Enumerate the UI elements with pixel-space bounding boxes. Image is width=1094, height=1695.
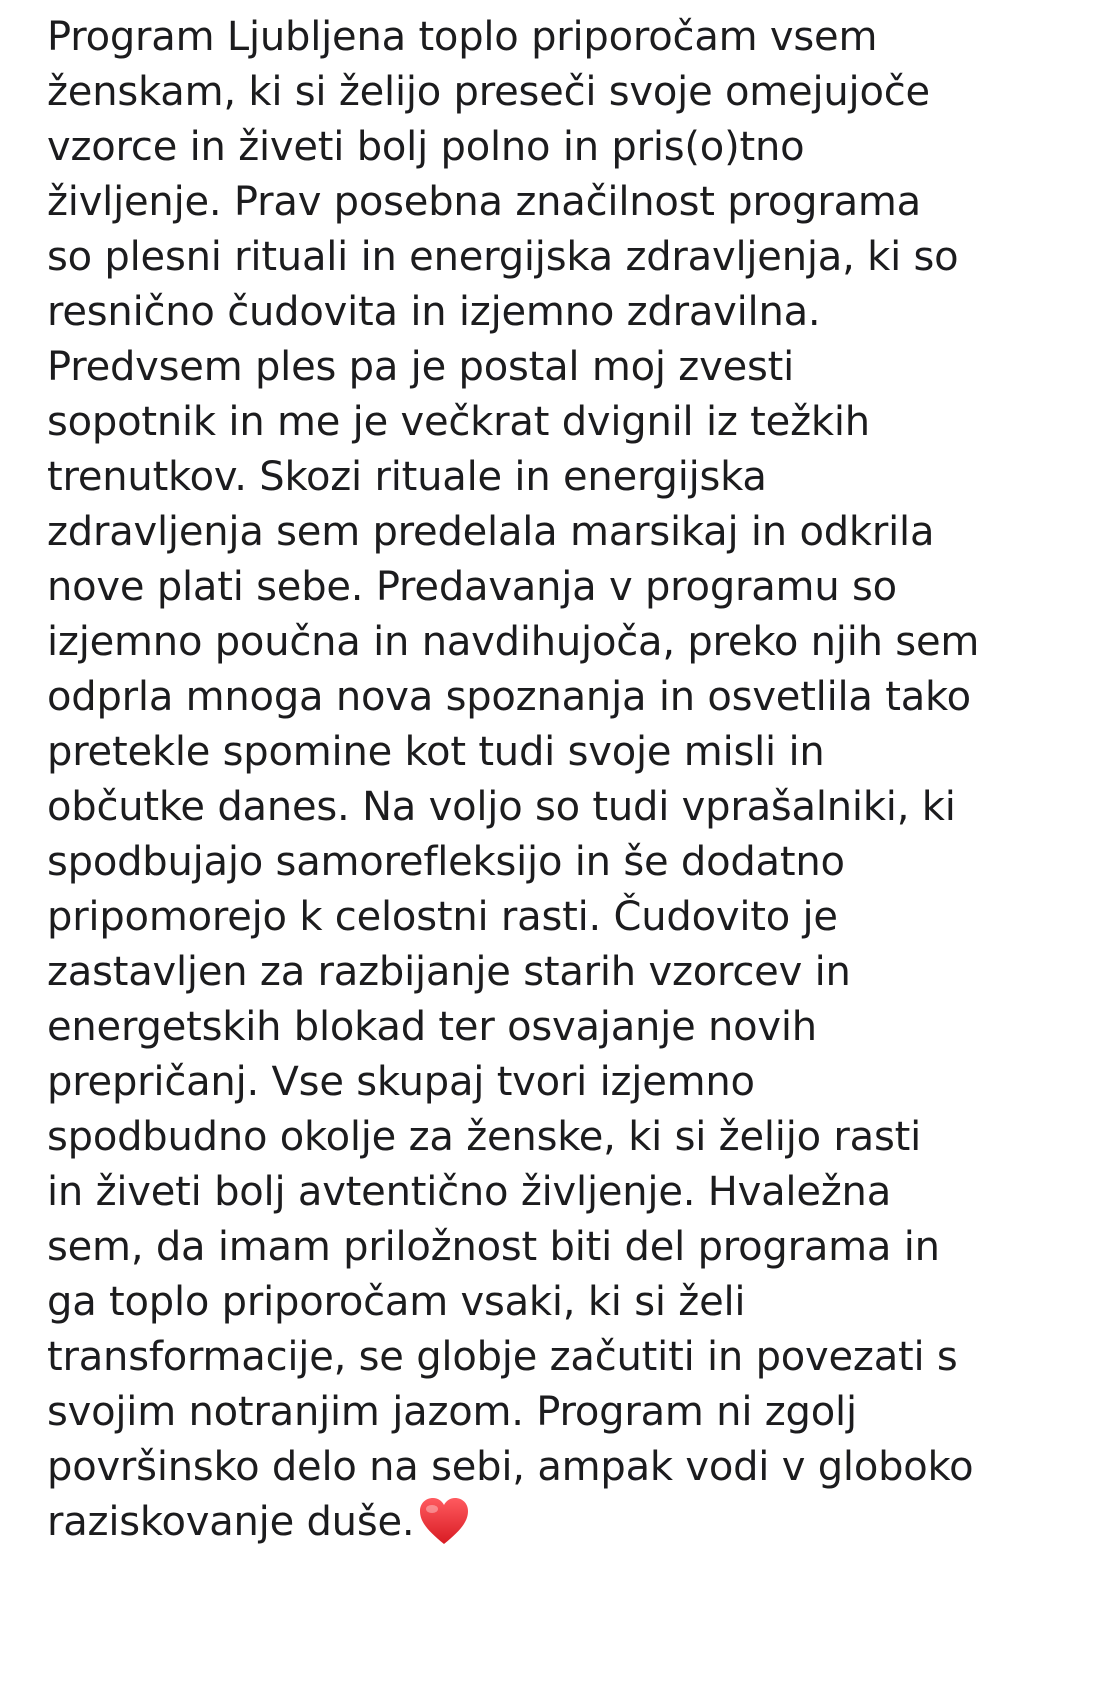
text-line: občutke danes. Na voljo so tudi vprašalniki, ki (47, 784, 956, 830)
text-line: energetskih blokad ter osvajanje novih (47, 1004, 817, 1050)
text-line: nove plati sebe. Predavanja v programu so (47, 564, 897, 610)
text-line: in živeti bolj avtentično življenje. Hvaležna (47, 1169, 892, 1215)
text-line: sem, da imam priložnost biti del programa in (47, 1224, 940, 1270)
text-line: svojim notranjim jazom. Program ni zgolj (47, 1389, 857, 1435)
text-line: površinsko delo na sebi, ampak vodi v globoko (47, 1444, 974, 1490)
text-line: Predvsem ples pa je postal moj zvesti (47, 344, 795, 390)
text-line: ženskam, ki si želijo preseči svoje omejujoče (47, 69, 930, 115)
text-line: sopotnik in me je večkrat dvignil iz težkih (47, 399, 870, 445)
text-line: pripomorejo k celostni rasti. Čudovito je (47, 894, 838, 940)
text-line: življenje. Prav posebna značilnost programa (47, 179, 921, 225)
text-line: spodbujajo samorefleksijo in še dodatno (47, 839, 845, 885)
text-line: vzorce in živeti bolj polno in pris(o)tno (47, 124, 805, 170)
text-line: transformacije, se globje začutiti in povezati s (47, 1334, 958, 1380)
red-heart-icon (418, 1497, 470, 1547)
heart-shape (420, 1498, 468, 1544)
text-line: zastavljen za razbijanje starih vzorcev in (47, 949, 851, 995)
testimonial-note-text (47, 10, 1087, 1550)
text-line: so plesni rituali in energijska zdravljenja, ki so (47, 234, 959, 280)
text-line: izjemno poučna in navdihujoča, preko njih sem (47, 619, 980, 665)
text-line: Program Ljubljena toplo priporočam vsem (47, 14, 878, 60)
text-line: ga toplo priporočam vsaki, ki si želi (47, 1279, 746, 1325)
text-line: odprla mnoga nova spoznanja in osvetlila tako (47, 674, 971, 720)
text-line: prepričanj. Vse skupaj tvori izjemno (47, 1059, 755, 1105)
text-line: trenutkov. Skozi rituale in energijska (47, 454, 767, 500)
text-line: pretekle spomine kot tudi svoje misli in (47, 729, 825, 775)
text-line-last (47, 1495, 1087, 1550)
text-line: resnično čudovita in izjemno zdravilna. (47, 289, 821, 335)
text-line: spodbudno okolje za ženske, ki si želijo rasti (47, 1114, 921, 1160)
text-line-last-text: raziskovanje duše. (47, 1499, 415, 1545)
text-line: zdravljenja sem predelala marsikaj in odkrila (47, 509, 935, 555)
